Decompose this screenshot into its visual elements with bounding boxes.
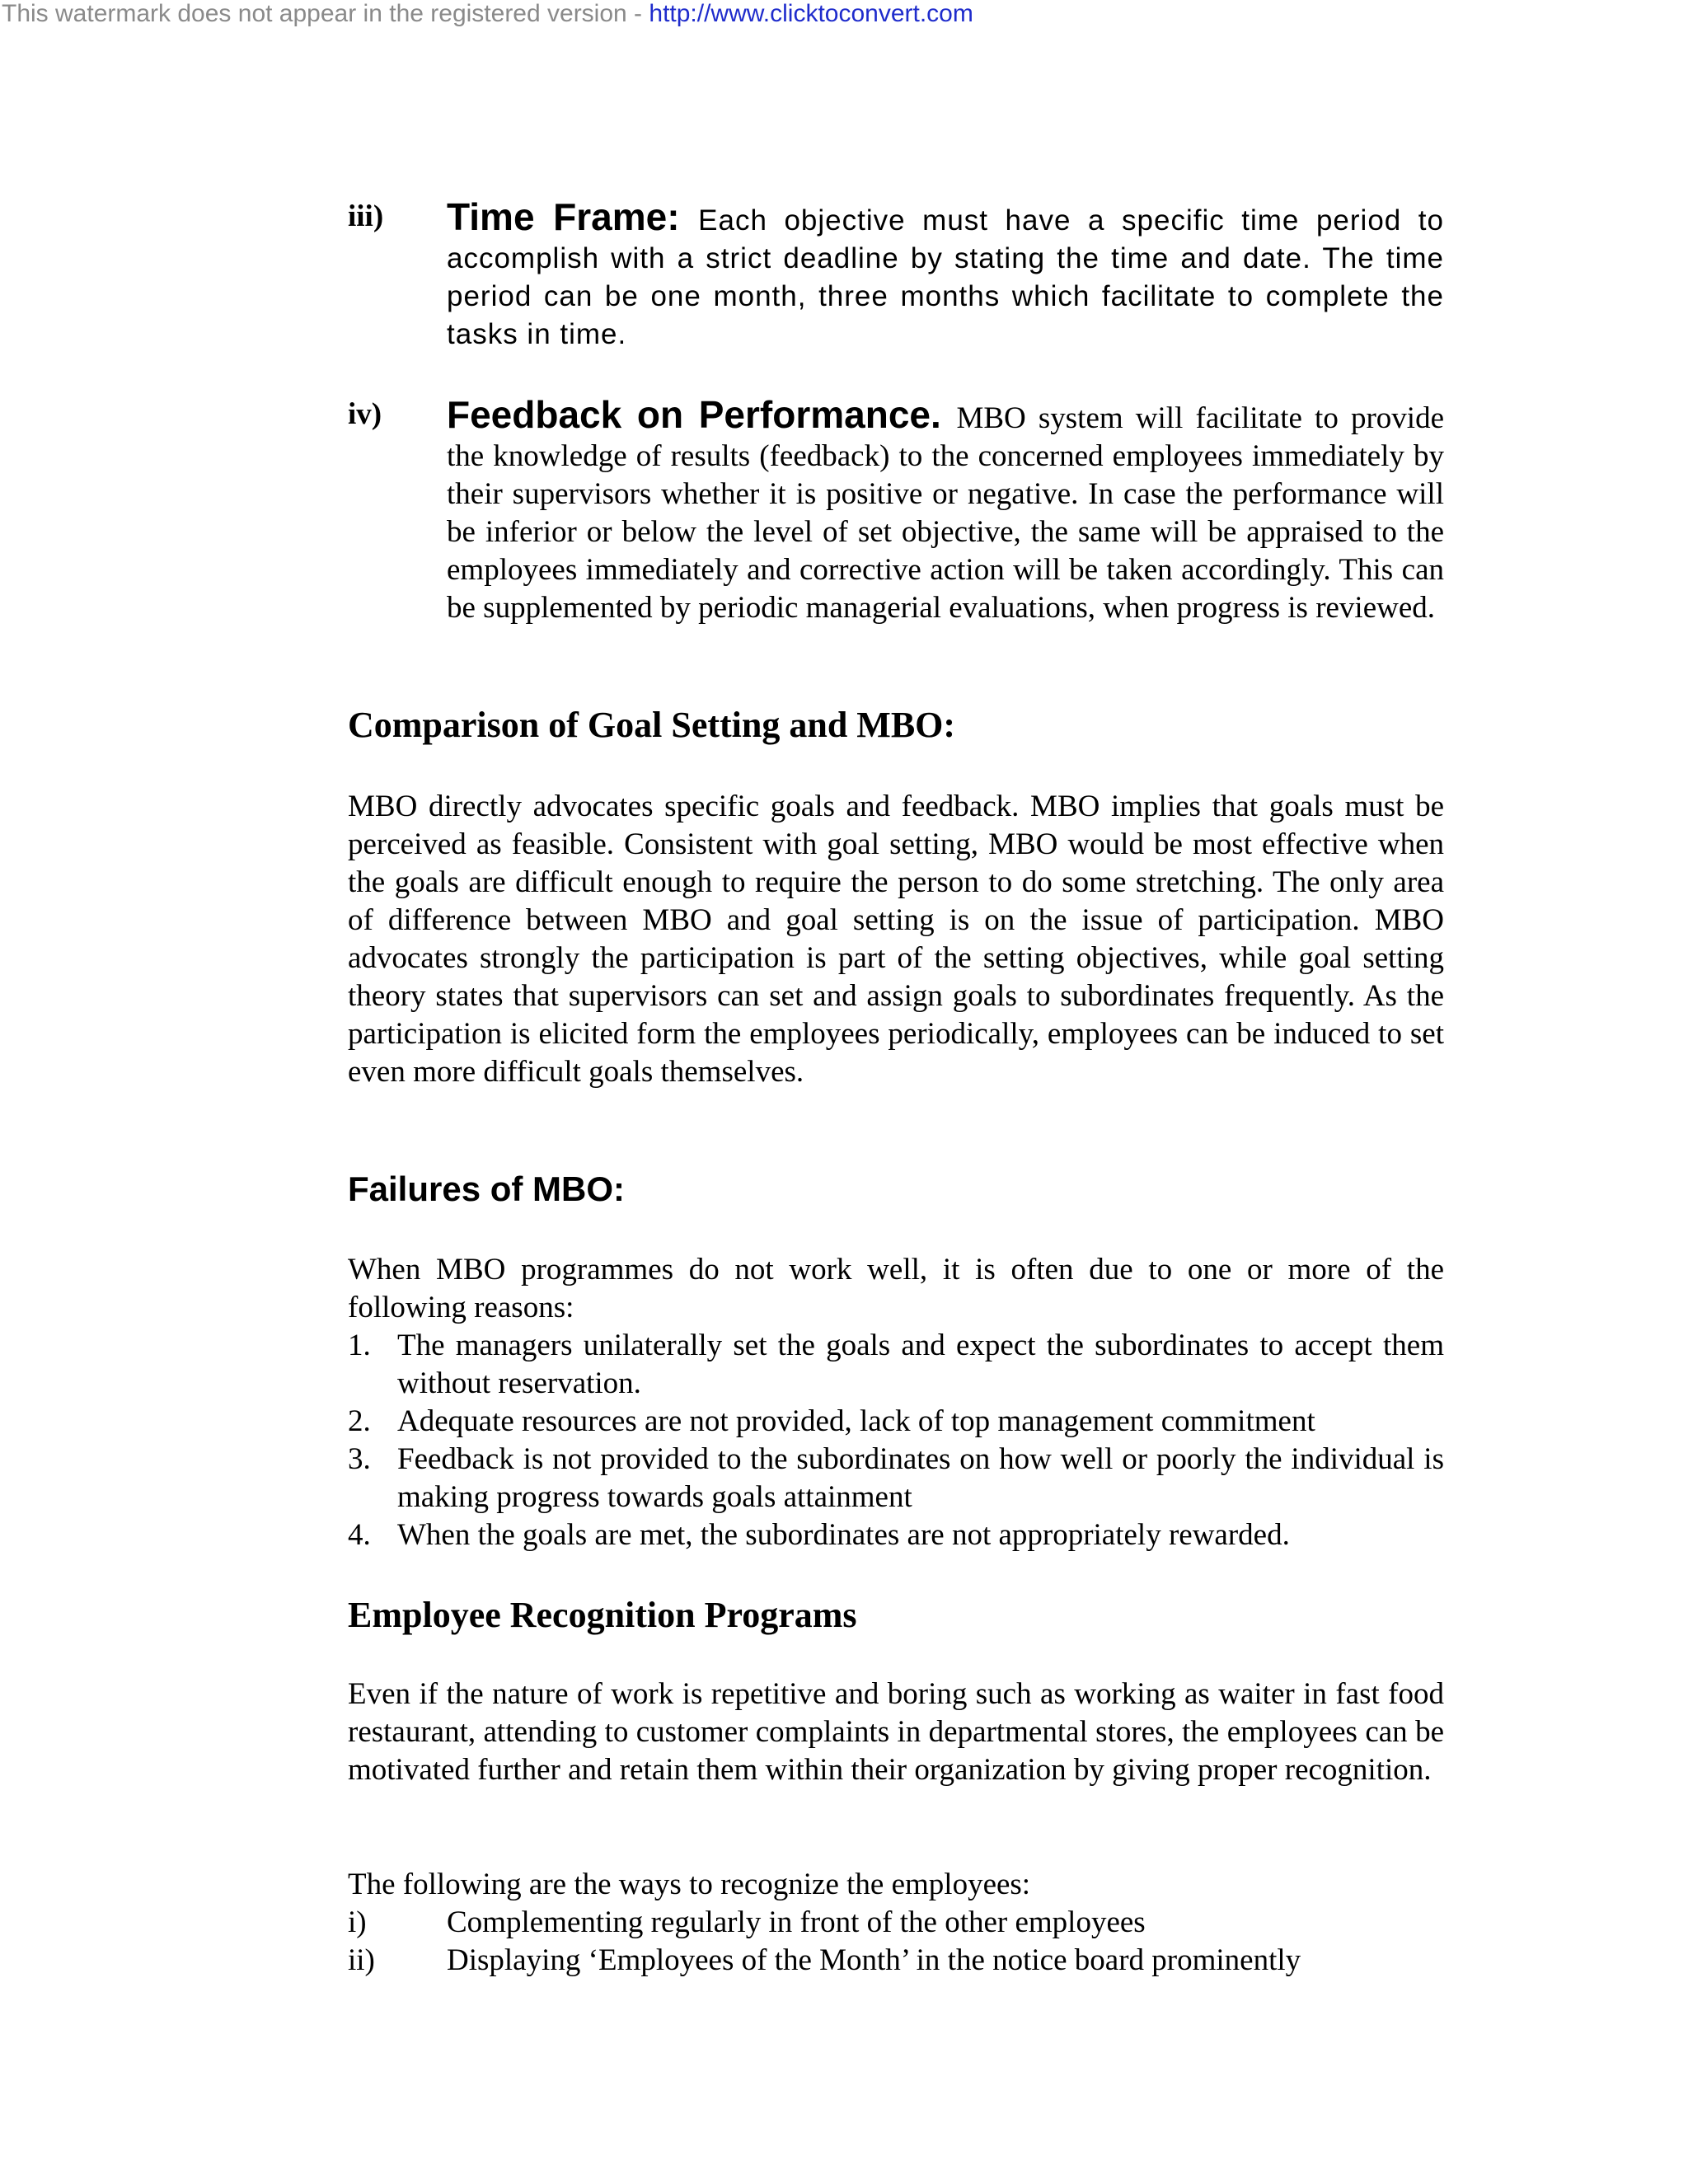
list-item (348, 1942, 1444, 1980)
watermark-text: This watermark does not appear in the registered version - (2, 0, 649, 27)
list-item (348, 1516, 1444, 1554)
watermark (2, 0, 973, 28)
list-item (348, 1327, 1444, 1403)
item-feedback-performance (348, 393, 1444, 627)
comparison-paragraph: MBO directly advocates specific goals and feedback. MBO implies that goals must be perceived as feasible. Consistent with goal setting, MBO would be most effective when the goals are difficult enough to require the person to do some stretching. The only area of difference between MBO and goal setting is on the issue of participation. MBO advocates strongly the participation is part of the setting objectives, while goal setting theory states that supervisors can set and assign goals to subordinates frequently. As the participation is elicited form the employees periodically, employees can be induced to set even more difficult goals themselves. (348, 790, 1444, 1089)
list-number: 3. (348, 1442, 371, 1476)
recognition-paragraph: Even if the nature of work is repetitive and boring such as working as waiter in fast food restaurant, attending to customer complaints in departmental stores, the employees can be motivated further and retain them within their organization by giving proper recognition. (348, 1677, 1444, 1787)
item-body (447, 195, 1444, 354)
recognition-ways-intro: The following are the ways to recognize the employees: (348, 1868, 1031, 1901)
item-time-frame (348, 195, 1444, 354)
list-text: The managers unilaterally set the goals and expect the subordinates to accept them without reservation. (397, 1329, 1444, 1400)
item-numeral: iii) (348, 199, 384, 233)
list-text: Adequate resources are not provided, lack of top management commitment (397, 1404, 1315, 1438)
failures-intro: When MBO programmes do not work well, it is often due to one or more of the following reasons: (348, 1253, 1444, 1324)
list-number: 2. (348, 1404, 371, 1438)
list-number: ii) (348, 1943, 375, 1977)
list-text: When the goals are met, the subordinates are not appropriately rewarded. (397, 1518, 1290, 1552)
list-number: 1. (348, 1329, 371, 1362)
item-body (447, 393, 1444, 627)
list-text: Displaying ‘Employees of the Month’ in the notice board prominently (447, 1943, 1301, 1977)
heading-failures: Failures of MBO: (348, 1169, 626, 1208)
item-title: Feedback on Performance. (447, 393, 957, 436)
item-numeral: iv) (348, 397, 382, 431)
list-text: Complementing regularly in front of the other employees (447, 1905, 1146, 1939)
list-item (348, 1904, 1444, 1942)
list-item (348, 1441, 1444, 1516)
watermark-link[interactable]: http://www.clicktoconvert.com (649, 0, 973, 27)
item-text: MBO system will facilitate to provide the knowledge of results (feedback) to the concerned employees immediately by their supervisors whether it is positive or negative. In case the performance will be inferior or below the level of set objective, the same will be appraised to the employees immediately and corrective action will be taken accordingly. This can be supplemented by periodic managerial evaluations, when progress is reviewed. (447, 401, 1444, 625)
list-item (348, 1403, 1444, 1441)
list-number: 4. (348, 1518, 371, 1552)
list-number: i) (348, 1905, 367, 1939)
failures-list (348, 1327, 1444, 1554)
heading-comparison: Comparison of Goal Setting and MBO: (348, 705, 956, 745)
item-text: Each objective must have a specific time period to accomplish with a strict deadline by stating the time and date. The time period can be one month, three months which facilitate to complete the tasks in time. (447, 204, 1444, 350)
heading-recognition: Employee Recognition Programs (348, 1595, 857, 1635)
recognition-ways-list (348, 1904, 1444, 1980)
list-text: Feedback is not provided to the subordinates on how well or poorly the individual is making progress towards goals attainment (397, 1442, 1444, 1514)
item-title: Time Frame: (447, 195, 699, 238)
